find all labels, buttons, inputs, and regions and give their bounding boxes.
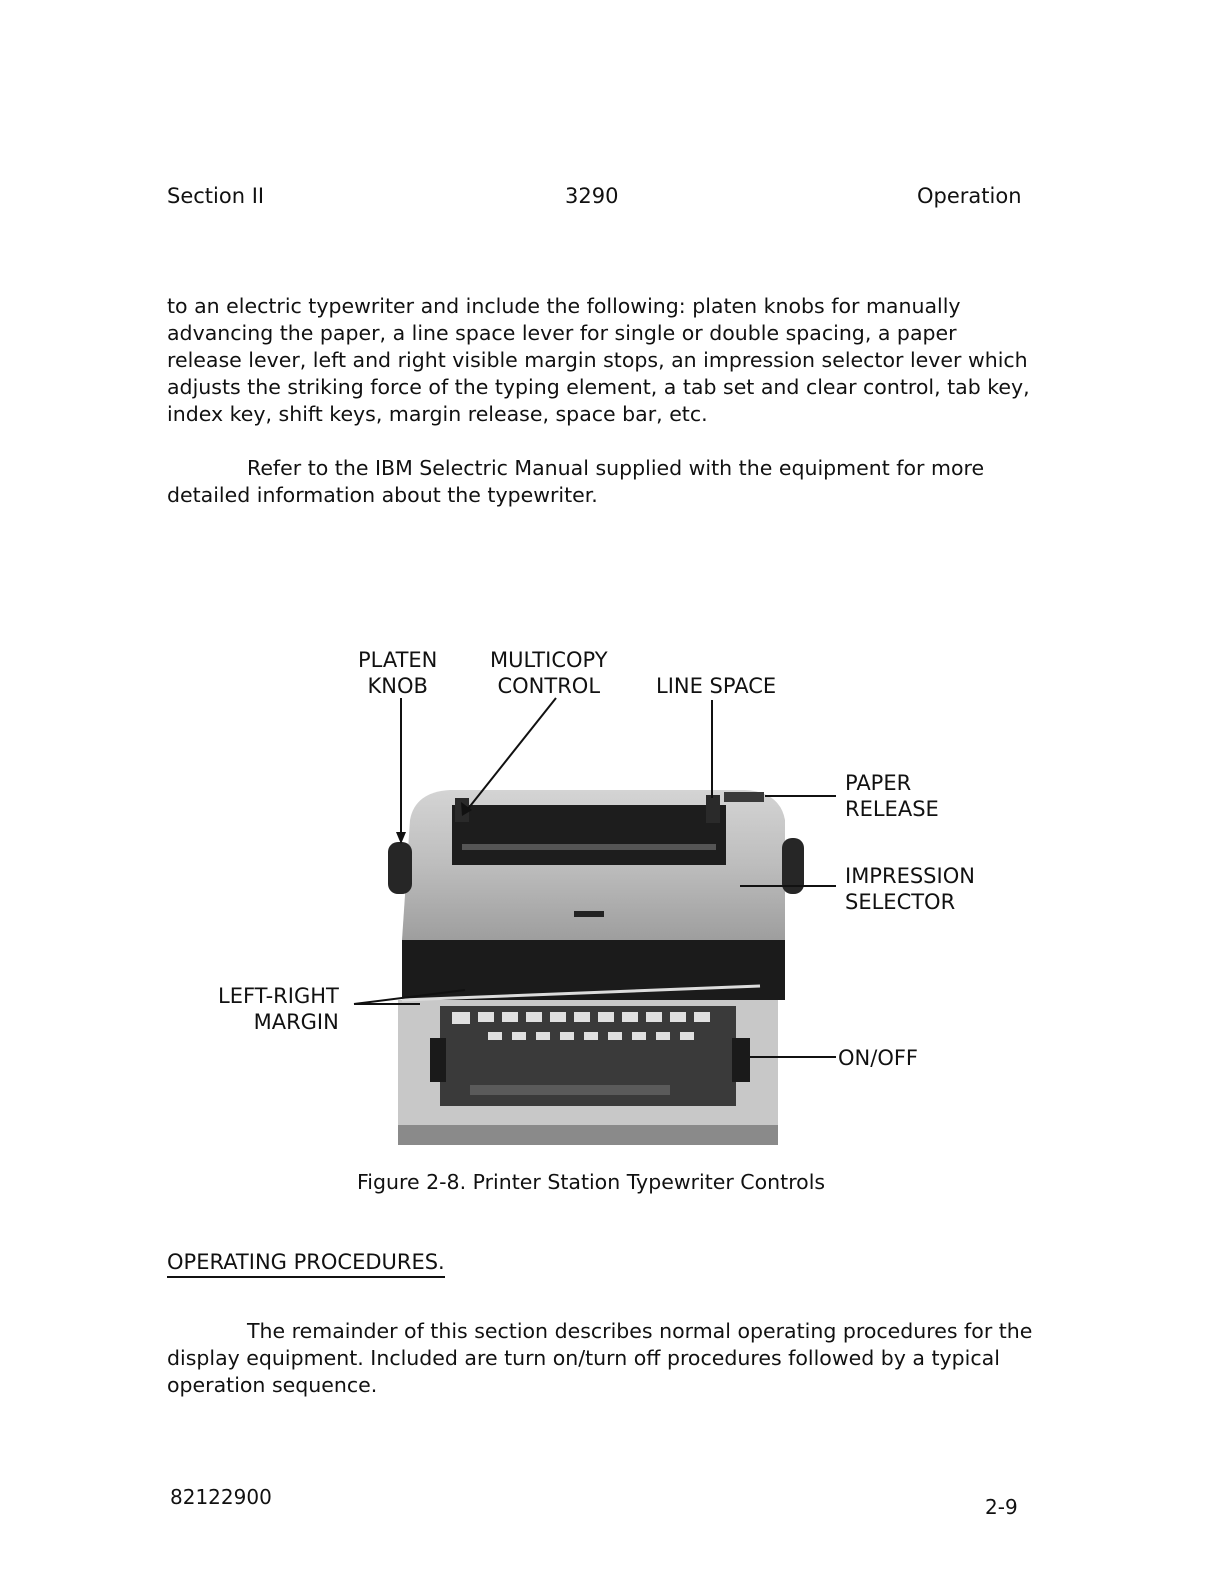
header-chapter: Operation xyxy=(917,184,1022,208)
typewriter-illustration xyxy=(0,620,1224,1160)
platen-rail xyxy=(462,844,716,850)
callout-left-right-margin: LEFT-RIGHT MARGIN xyxy=(218,984,339,1034)
line-space-lever xyxy=(706,795,720,823)
paper-release-lever xyxy=(724,792,764,802)
body-paragraph-2: Refer to the IBM Selectric Manual supplied with the equipment for more detailed information about the typewriter. xyxy=(167,456,985,507)
callout-impression-selector: IMPRESSION SELECTOR xyxy=(845,864,975,914)
shift-key-left xyxy=(430,1038,446,1082)
on-off-switch xyxy=(732,1038,750,1082)
ibm-logo-icon xyxy=(574,911,604,917)
callout-on-off: ON/OFF xyxy=(838,1046,919,1070)
footer-doc-id: 82122900 xyxy=(170,1485,272,1509)
keyboard-bottom-edge xyxy=(398,1125,778,1145)
callout-paper-release: PAPER RELEASE xyxy=(845,771,939,821)
callout-platen-knob: PLATEN KNOB xyxy=(358,648,438,698)
section-heading: OPERATING PROCEDURES. xyxy=(167,1250,445,1278)
footer-page-number: 2-9 xyxy=(985,1495,1018,1519)
callout-multicopy-control: MULTICOPY CONTROL xyxy=(490,648,608,698)
typewriter-figure xyxy=(0,620,1224,1160)
header-doc-number: 3290 xyxy=(565,184,619,208)
platen-slot xyxy=(452,805,726,865)
figure-caption: Figure 2-8. Printer Station Typewriter Controls xyxy=(357,1170,826,1194)
section-paragraph: The remainder of this section describes normal operating procedures for the display equipment. Included are turn on/turn off procedures followed by a typical operation sequence. xyxy=(167,1319,1033,1397)
header-section: Section II xyxy=(167,184,265,208)
body-paragraph-1: to an electric typewriter and include the following: platen knobs for manually advancing the paper, a line space lever for single or double spacing, a paper release lever, left and right visible margin stops, an impression selector lever which adjusts the striking force of the typing element, a tab set and clear control, tab key, index key, shift keys, margin release, space bar, etc. xyxy=(167,294,1030,426)
callout-line-space: LINE SPACE xyxy=(656,674,777,698)
platen-knob-left xyxy=(388,842,412,894)
space-bar xyxy=(470,1085,670,1095)
